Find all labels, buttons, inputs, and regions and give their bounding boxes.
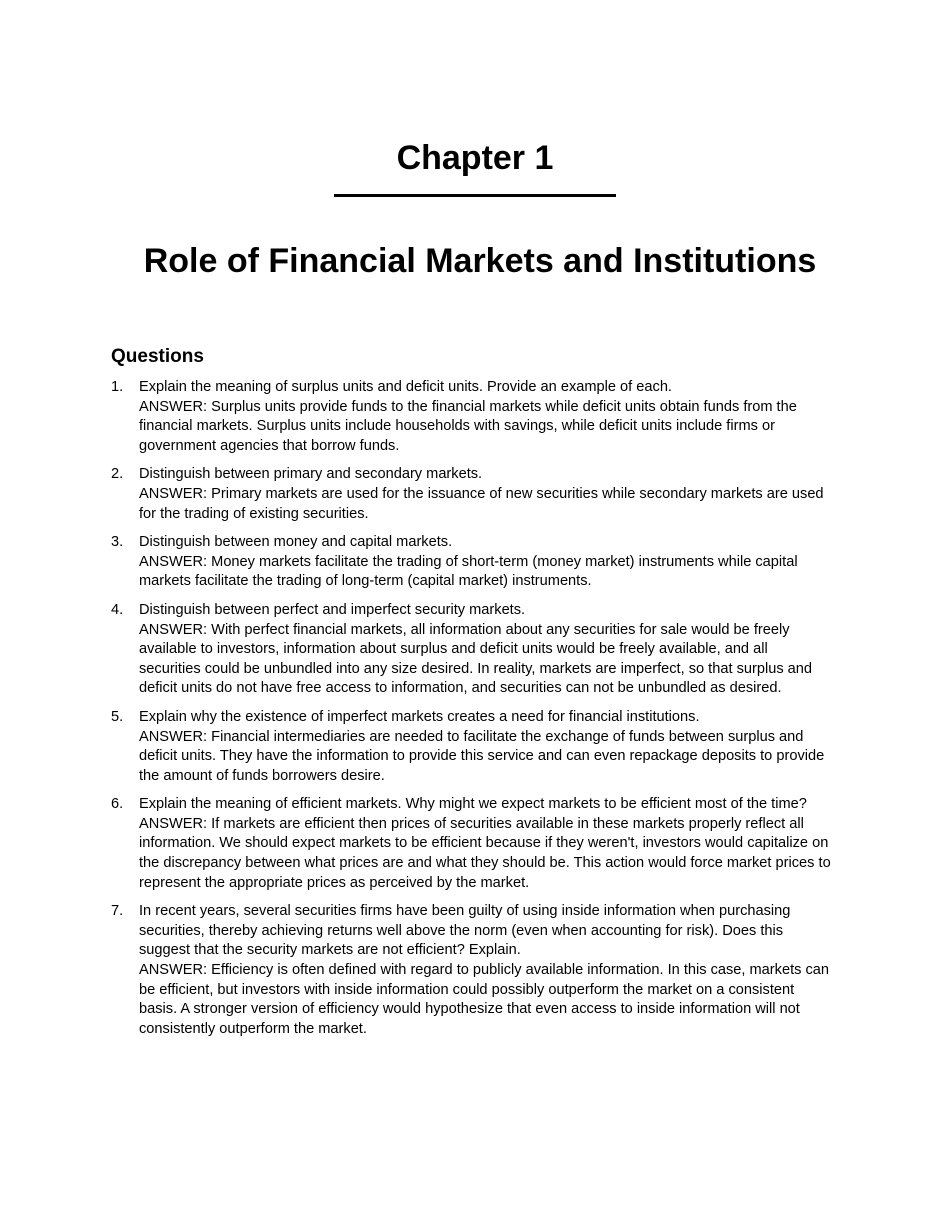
- question-text: Explain the meaning of efficient markets. Why might we expect markets to be efficient most of the time?: [139, 796, 807, 813]
- question-text: Explain the meaning of surplus units and deficit units. Provide an example of each.: [139, 379, 672, 395]
- answer-text: ANSWER: If markets are efficient then prices of securities available in these markets properly reflect all information. We should expect markets to be efficient because if they weren't, investors would capitalize on the discrepancy between what prices are and what they should be. This action would force market prices to represent the appropriate prices as perceived by the market.: [139, 815, 831, 891]
- question-number: 7.: [111, 903, 124, 920]
- question-item: [111, 708, 831, 786]
- answer-text: ANSWER: Efficiency is often defined with regard to publicly available information. In this case, markets can be efficient, but investors with inside information could possibly outperform the market on a consistent basis. A stronger version of efficiency would hypothesize that even access to inside information will not consistently outperform the market.: [139, 962, 830, 1037]
- question-text: Distinguish between money and capital markets.: [139, 534, 453, 551]
- question-text: Distinguish between perfect and imperfect security markets.: [139, 601, 526, 618]
- question-number: 4.: [111, 601, 124, 618]
- question-item: [111, 795, 831, 893]
- question-text: In recent years, several securities firms have been guilty of using inside information when purchasing securities, thereby achieving returns well above the norm (even when accounting for risk). Does this suggest that the security markets are not efficient? Explain.: [139, 903, 791, 959]
- answer-text: ANSWER: Primary markets are used for the issuance of new securities while secondary markets are used for the trading of existing securities.: [139, 485, 824, 522]
- title-divider: [334, 194, 616, 197]
- question-item: [111, 601, 831, 699]
- answer-text: ANSWER: Financial intermediaries are needed to facilitate the exchange of funds between surplus and deficit units. They have the information to provide this service and can even repackage deposits to provide the amount of funds borrowers desire.: [139, 728, 825, 784]
- question-list: [111, 378, 831, 1048]
- question-number: 3.: [111, 534, 124, 551]
- question-item: [111, 902, 831, 1039]
- answer-text: ANSWER: With perfect financial markets, all information about any securities for sale would be freely available to investors, information about surplus and deficit units would be freely available, and all securities could be unbundled into any size desired. In reality, markets are imperfect, so that surplus and deficit units do not have free access to information, and securities can not be unbundled as desired.: [139, 621, 813, 697]
- question-text: Distinguish between primary and secondary markets.: [139, 466, 483, 483]
- question-number: 6.: [111, 796, 124, 813]
- question-item: [111, 533, 831, 592]
- question-item: [111, 465, 831, 524]
- question-number: 2.: [111, 466, 124, 483]
- question-item: [111, 378, 831, 456]
- section-heading: Questions: [111, 346, 204, 367]
- answer-text: ANSWER: Money markets facilitate the trading of short-term (money market) instruments while capital markets facilitate the trading of long-term (capital market) instruments.: [139, 553, 798, 590]
- question-text: Explain why the existence of imperfect markets creates a need for financial institutions.: [139, 708, 700, 725]
- chapter-label: Chapter 1: [396, 139, 554, 177]
- question-number: 1.: [111, 379, 124, 395]
- question-number: 5.: [111, 708, 124, 725]
- answer-text: ANSWER: Surplus units provide funds to the financial markets while deficit units obtain funds from the financial markets. Surplus units include households with savings, while deficit units include firms or government agencies that borrow funds.: [139, 398, 797, 454]
- chapter-title: Role of Financial Markets and Institutions: [143, 242, 817, 280]
